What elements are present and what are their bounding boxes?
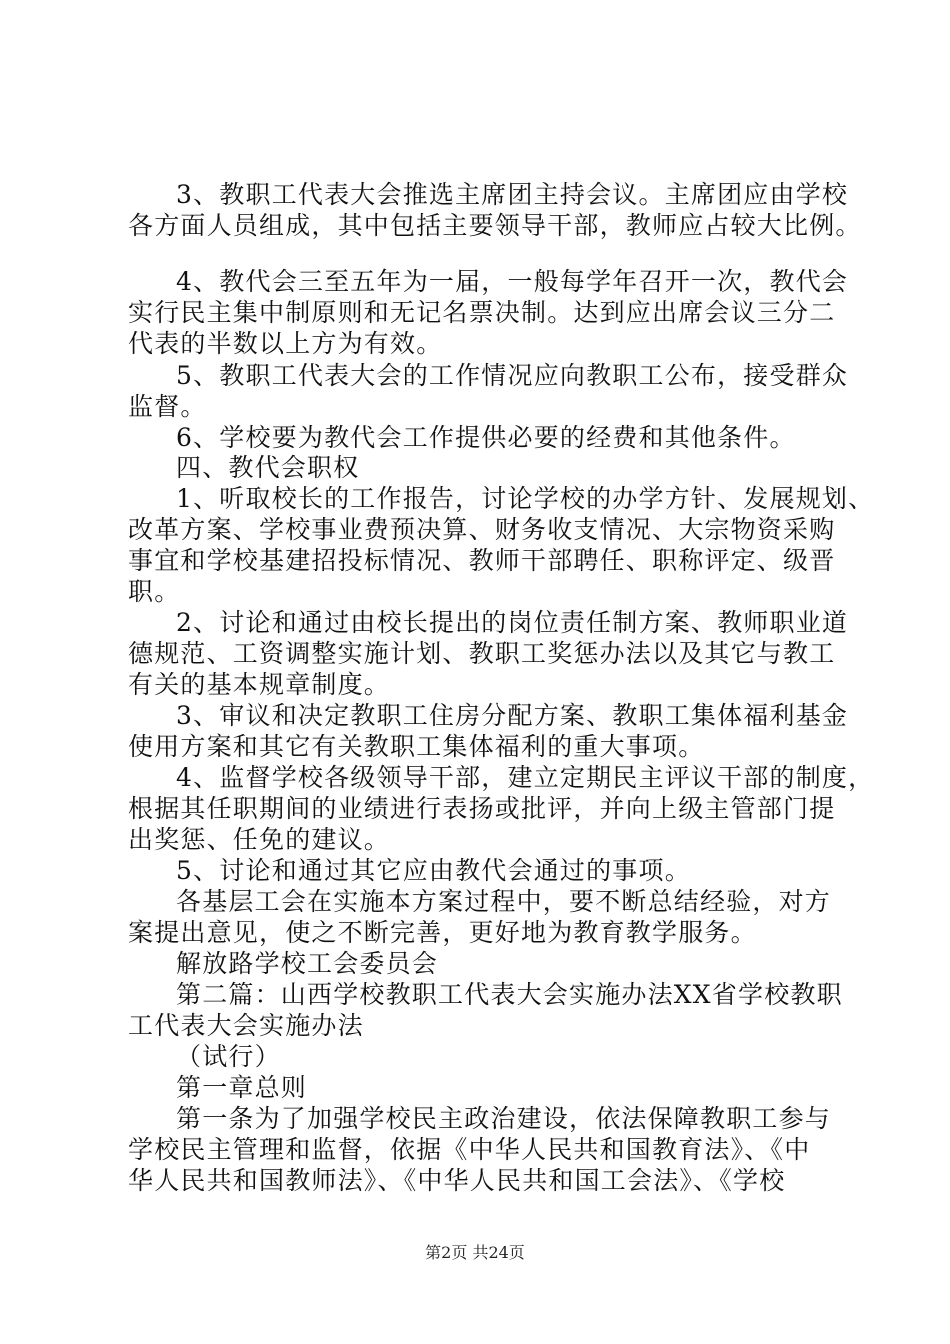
section-heading: 四、教代会职权: [176, 453, 360, 482]
paragraph-line: 事宜和学校基建招投标情况、教师干部聘任、职称评定、级晋: [128, 546, 836, 575]
signature-line: 解放路学校工会委员会: [176, 949, 439, 978]
paragraph-line: 根据其任职期间的业绩进行表扬或批评，并向上级主管部门提: [128, 794, 836, 823]
paragraph-line: 改革方案、学校事业费预决算、财务收支情况、大宗物资采购: [128, 515, 836, 544]
paragraph-line: 5、讨论和通过其它应由教代会通过的事项。: [176, 856, 691, 885]
paragraph-line: 第一条为了加强学校民主政治建设，依法保障教职工参与: [176, 1104, 832, 1133]
paragraph-line: 实行民主集中制原则和无记名票决制。达到应出席会议三分二: [128, 298, 836, 327]
paragraph-line: 有关的基本规章制度。: [128, 670, 391, 699]
paragraph-line: 使用方案和其它有关教职工集体福利的重大事项。: [128, 732, 705, 761]
section-title: 工代表大会实施办法: [128, 1011, 364, 1040]
paragraph-line: 出奖惩、任免的建议。: [128, 825, 391, 854]
paragraph-line: 学校民主管理和监督，依据《中华人民共和国教育法》、《中: [128, 1135, 811, 1164]
paragraph-line: 2、讨论和通过由校长提出的岗位责任制方案、教师职业道: [176, 608, 849, 637]
paragraph-line: 各基层工会在实施本方案过程中，要不断总结经验，对方: [176, 887, 832, 916]
paragraph-line: 代表的半数以上方为有效。: [128, 329, 443, 358]
paragraph-line: 华人民共和国教师法》、《中华人民共和国工会法》、《学校: [128, 1166, 786, 1195]
section-title: 第二篇：山西学校教职工代表大会实施办法XX省学校教职: [176, 980, 843, 1009]
paragraph-line: 4、监督学校各级领导干部，建立定期民主评议干部的制度，: [176, 763, 875, 792]
paragraph-line: 3、教职工代表大会推选主席团主持会议。主席团应由学校: [176, 180, 849, 209]
chapter-heading: 第一章总则: [176, 1073, 308, 1102]
paragraph-line: 5、教职工代表大会的工作情况应向教职工公布，接受群众: [176, 361, 849, 390]
paragraph-line: 德规范、工资调整实施计划、教职工奖惩办法以及其它与教工: [128, 639, 836, 668]
paragraph-line: 案提出意见，使之不断完善，更好地为教育教学服务。: [128, 918, 757, 947]
paragraph-line: 1、听取校长的工作报告，讨论学校的办学方针、发展规划、: [176, 484, 875, 513]
paragraph-line: 职。: [128, 577, 181, 606]
paragraph-line: 3、审议和决定教职工住房分配方案、教职工集体福利基金: [176, 701, 849, 730]
page-number-footer: 第2页 共24页: [425, 1243, 525, 1262]
paragraph-line: 6、学校要为教代会工作提供必要的经费和其他条件。: [176, 423, 796, 452]
paragraph-line: 监督。: [128, 392, 207, 421]
subtitle: （试行）: [176, 1042, 281, 1071]
paragraph-line: 4、教代会三至五年为一届，一般每学年召开一次，教代会: [176, 267, 849, 296]
paragraph-line: 各方面人员组成，其中包括主要领导干部，教师应占较大比例。: [128, 211, 862, 240]
